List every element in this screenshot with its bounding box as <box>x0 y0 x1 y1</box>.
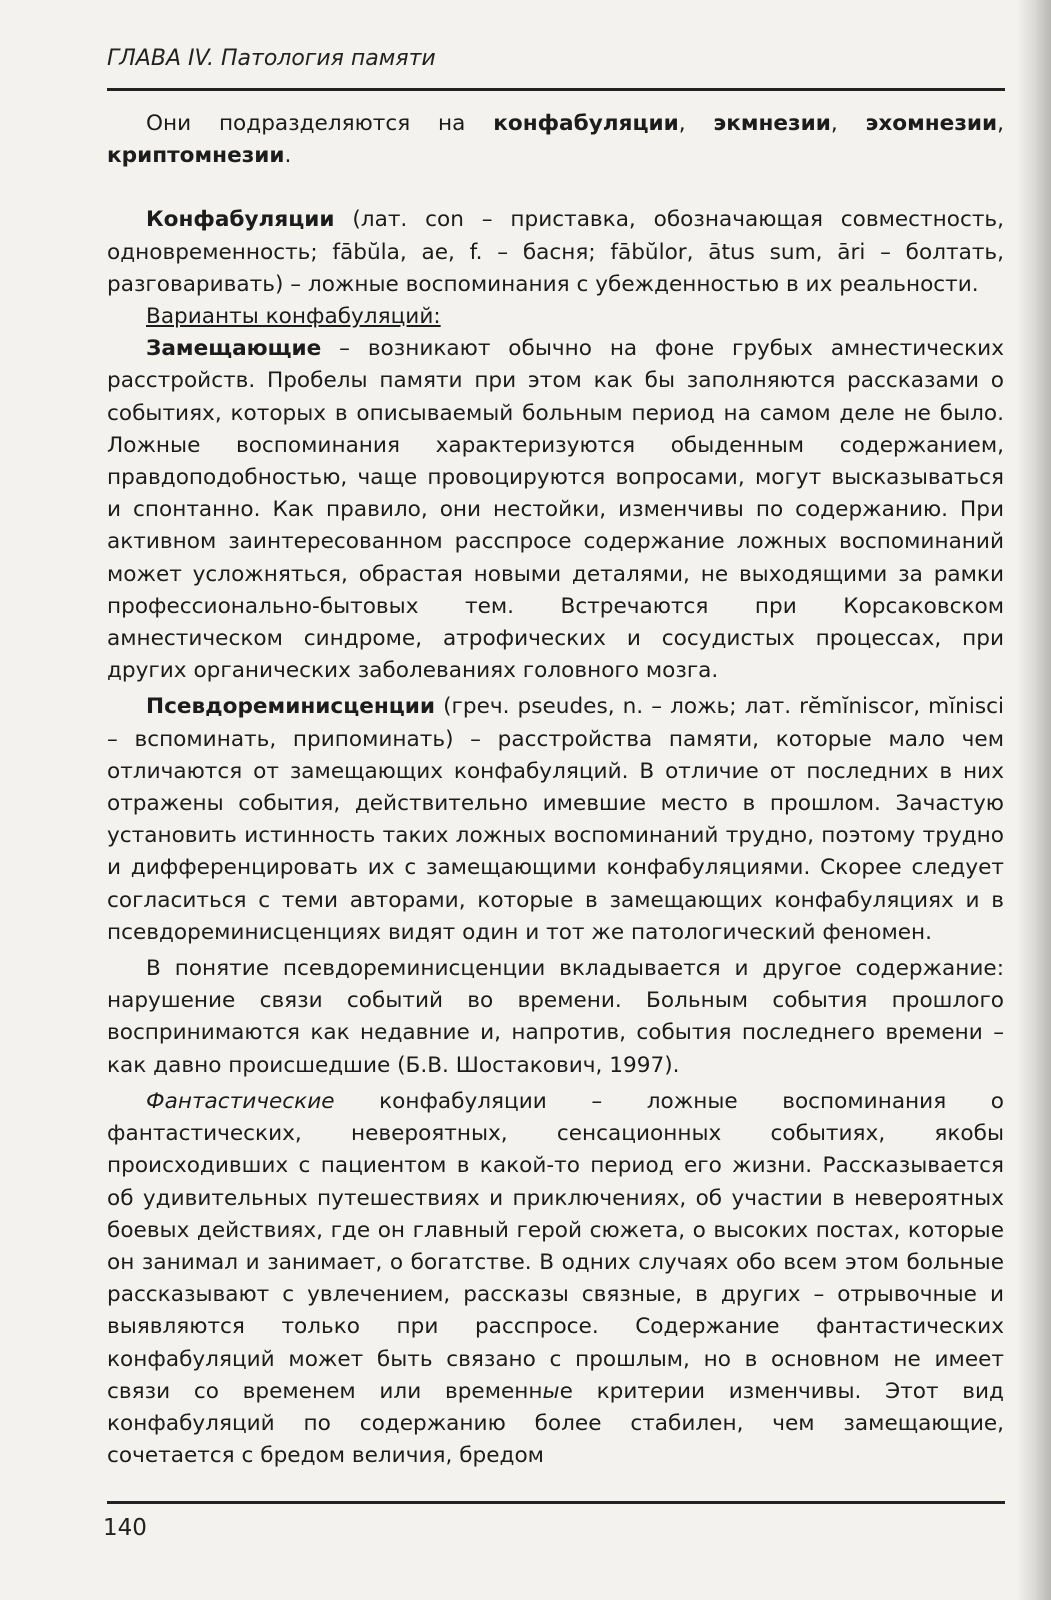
header-rule <box>107 88 1005 91</box>
term-echomnesia: эхомнезии <box>865 111 998 136</box>
paragraph-fantastic <box>107 1086 1004 1472</box>
term-pseudoreminiscence: Псевдореминисценции <box>146 694 436 720</box>
page-number: 140 <box>103 1515 147 1541</box>
running-head: ГЛАВА IV. Патология памяти <box>107 46 436 71</box>
paragraph-confabulation-definition <box>107 204 1004 301</box>
variants-heading: Варианты конфабуляций: <box>146 304 441 330</box>
text-run-italic: ы <box>542 1378 560 1404</box>
term-confabulation-heading: Конфабуляции <box>146 207 335 233</box>
term-fantastic: Фантастические <box>146 1088 335 1114</box>
text-run: . <box>284 143 292 169</box>
text-run: – возникают обычно на фоне грубых амнестических расстройств. Пробелы памяти при этом как бы заполняются рассказами о событиях, которых в описываемый больным период на самом деле не было. Ложные воспоминания характеризуются обыденным содержанием, правдоподобностью, чаще провоцируются вопросами, могут высказываться и спонтанно. Как правило, они нестойки, изменчивы по содержанию. При активном заинтересованном расспросе содержание ложных воспоминаний может усложняться, обрастая новыми деталями, не выходящими за рамки профессионально-бытовых тем. Встречаются при Корсаковском амнестическом синдроме, атрофических и сосудистых процессах, при других органических заболеваниях головного мозга. <box>107 336 1004 684</box>
text-run: (греч. pseudes, n. – ложь; лат. rĕmĭniscor, mĭnisci – вспоминать, припоминать) – расстройства памяти, которые мало чем отличаются от замещающих конфабуляций. В отличие от последних в них отражены события, действительно имевшие место в прошлом. Зачастую установить истинность таких ложных воспоминаний трудно, поэтому трудно и дифференцировать их с замещающими конфабуляциями. Скорее следует согласиться с теми авторами, которые в замещающих конфабуляциях и в псевдореминисценциях видят один и тот же патологический феномен. <box>107 694 1004 945</box>
paragraph-substituting <box>107 333 1004 687</box>
body-text <box>107 108 1004 1472</box>
text-run: Они подразделяются на <box>146 111 494 136</box>
term-confabulation: конфабуляции <box>493 111 679 136</box>
term-substituting: Замещающие <box>146 336 322 362</box>
paragraph-pseudoreminiscence <box>107 691 1004 949</box>
term-ecmnesia: экмнезии <box>713 111 831 136</box>
paragraph-pseudoreminiscence-time <box>107 953 1004 1082</box>
paragraph-subdivision <box>107 108 1004 172</box>
page-edge-shadow <box>1017 0 1051 1600</box>
text-run: е критерии изменчивы. Этот вид конфабуляций по содержанию более стабилен, чем замещающие, сочетается с бредом величия, бредом <box>107 1378 1004 1469</box>
text-run: В понятие псевдореминисценции вкладывается и другое содержание: нарушение связи событий во времени. Больным события прошлого воспринимаются как недавние и, напротив, события последнего времени – как давно происшедшие (Б.В. Шостакович, 1997). <box>107 956 1004 1078</box>
paragraph-variants-heading <box>107 301 1004 333</box>
text-run: , <box>997 111 1005 136</box>
text-run: конфабуляции – ложные воспоминания о фантастических, невероятных, сенсационных событиях, якобы происходивших с пациентом в какой-то период его жизни. Рассказывается об удивительных путешествиях и приключениях, об участии в невероятных боевых действиях, где он главный герой сюжета, о высоких постах, которые он занимал и занимает, о богатстве. В одних случаях обо всем этом больные рассказывают с увлечением, рассказы связные, в других – отрывочные и выявляются только при расспросе. Содержание фантастических конфабуляций может быть связано с прошлым, но в основном не имеет связи со временем или временн <box>107 1088 1004 1404</box>
footer-rule <box>107 1501 1005 1504</box>
text-run: (лат. con – приставка, обозначающая совместность, одновременность; fābŭla, ae, f. – басня; fābŭlor, ātus sum, āri – болтать, разговаривать) – ложные воспоминания с убежденностью в их реальности. <box>107 207 1004 297</box>
term-cryptomnesia: криптомнезии <box>107 143 285 169</box>
text-run: , <box>830 111 866 136</box>
text-run: , <box>678 111 714 136</box>
